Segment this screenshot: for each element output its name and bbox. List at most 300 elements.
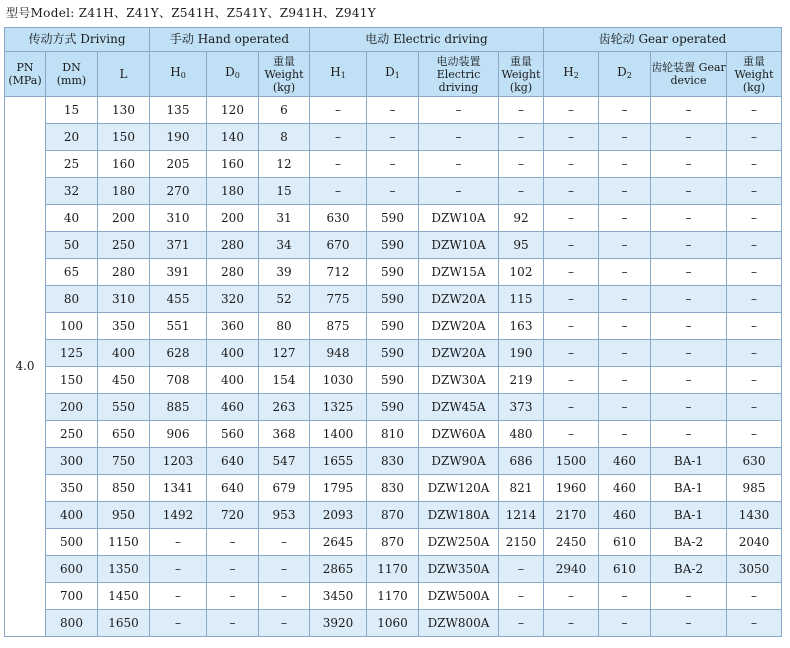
- table-cell: 1795: [310, 475, 367, 502]
- table-cell: 25: [46, 151, 98, 178]
- table-cell: 6: [259, 97, 310, 124]
- table-cell: –: [544, 340, 599, 367]
- table-cell: 708: [150, 367, 207, 394]
- table-cell: 320: [207, 286, 259, 313]
- table-cell: 590: [367, 313, 419, 340]
- table-cell: –: [599, 583, 651, 610]
- table-cell: –: [499, 151, 544, 178]
- table-cell: –: [259, 583, 310, 610]
- col-d1: [367, 52, 419, 97]
- table-cell: 39: [259, 259, 310, 286]
- table-cell: –: [310, 124, 367, 151]
- table-cell: 800: [46, 610, 98, 637]
- table-cell: 686: [499, 448, 544, 475]
- table-cell: –: [599, 394, 651, 421]
- table-cell: –: [367, 124, 419, 151]
- table-cell: 102: [499, 259, 544, 286]
- table-cell: 775: [310, 286, 367, 313]
- table-cell: –: [544, 286, 599, 313]
- table-cell: 400: [98, 340, 150, 367]
- table-cell: 3050: [727, 556, 782, 583]
- table-cell: 948: [310, 340, 367, 367]
- table-cell: 875: [310, 313, 367, 340]
- table-cell: 630: [727, 448, 782, 475]
- col-l: L: [98, 52, 150, 97]
- table-cell: DZW10A: [419, 232, 499, 259]
- table-cell: 20: [46, 124, 98, 151]
- table-cell: –: [727, 259, 782, 286]
- table-cell: 500: [46, 529, 98, 556]
- table-cell: –: [310, 178, 367, 205]
- col-h0-sub: 0: [180, 71, 186, 80]
- table-cell: DZW350A: [419, 556, 499, 583]
- col-h2-sub: 2: [573, 71, 579, 80]
- table-cell: 630: [310, 205, 367, 232]
- table-cell: –: [544, 421, 599, 448]
- table-cell: 550: [98, 394, 150, 421]
- table-row: [5, 394, 782, 421]
- table-cell: –: [544, 394, 599, 421]
- table-cell: 135: [150, 97, 207, 124]
- table-cell: –: [310, 151, 367, 178]
- table-cell: 1030: [310, 367, 367, 394]
- table-cell: –: [544, 97, 599, 124]
- table-cell: –: [727, 97, 782, 124]
- table-cell: 460: [207, 394, 259, 421]
- table-cell: 32: [46, 178, 98, 205]
- table-cell: DZW60A: [419, 421, 499, 448]
- table-cell: 163: [499, 313, 544, 340]
- table-cell: 590: [367, 205, 419, 232]
- table-cell: 700: [46, 583, 98, 610]
- table-cell: –: [599, 232, 651, 259]
- table-cell: DZW15A: [419, 259, 499, 286]
- table-cell: 300: [46, 448, 98, 475]
- table-cell: 712: [310, 259, 367, 286]
- table-cell: –: [499, 583, 544, 610]
- table-cell: 1450: [98, 583, 150, 610]
- col-gear-device: 齿轮装置 Gear device: [651, 52, 727, 97]
- table-row: [5, 610, 782, 637]
- table-cell: –: [651, 394, 727, 421]
- table-cell: –: [310, 97, 367, 124]
- table-cell: –: [599, 178, 651, 205]
- table-cell: 1650: [98, 610, 150, 637]
- table-cell: 750: [98, 448, 150, 475]
- table-cell: 953: [259, 502, 310, 529]
- table-cell: 115: [499, 286, 544, 313]
- group-electric-driving: 电动 Electric driving: [310, 28, 544, 52]
- table-cell: 373: [499, 394, 544, 421]
- table-cell: –: [651, 610, 727, 637]
- table-cell: –: [727, 286, 782, 313]
- col-d0-letter: D: [225, 65, 235, 79]
- table-cell: 205: [150, 151, 207, 178]
- table-cell: –: [207, 583, 259, 610]
- table-cell: 391: [150, 259, 207, 286]
- table-cell: 610: [599, 529, 651, 556]
- table-cell: DZW800A: [419, 610, 499, 637]
- col-d0-sub: 0: [234, 71, 240, 80]
- table-cell: DZW10A: [419, 205, 499, 232]
- table-cell: 590: [367, 340, 419, 367]
- table-cell: 830: [367, 448, 419, 475]
- table-cell: 3450: [310, 583, 367, 610]
- table-cell: 450: [98, 367, 150, 394]
- table-cell: –: [599, 610, 651, 637]
- table-cell: 1325: [310, 394, 367, 421]
- table-cell: –: [727, 367, 782, 394]
- table-cell: –: [727, 340, 782, 367]
- table-cell: –: [544, 313, 599, 340]
- col-d2-letter: D: [617, 65, 627, 79]
- table-row: [5, 232, 782, 259]
- table-cell: 1203: [150, 448, 207, 475]
- col-d1-sub: 1: [394, 71, 400, 80]
- table-cell: –: [207, 610, 259, 637]
- col-weight-electric: 重量 Weight (kg): [499, 52, 544, 97]
- table-cell: –: [599, 340, 651, 367]
- table-row: [5, 286, 782, 313]
- col-pn: PN (MPa): [5, 52, 46, 97]
- table-cell: 310: [150, 205, 207, 232]
- table-cell: –: [651, 367, 727, 394]
- table-cell: 371: [150, 232, 207, 259]
- table-cell: DZW20A: [419, 313, 499, 340]
- table-cell: 870: [367, 529, 419, 556]
- col-h1: [310, 52, 367, 97]
- table-cell: 80: [259, 313, 310, 340]
- table-cell: 219: [499, 367, 544, 394]
- col-weight-hand: 重量 Weight (kg): [259, 52, 310, 97]
- table-cell: 590: [367, 367, 419, 394]
- table-cell: 150: [98, 124, 150, 151]
- col-h2: [544, 52, 599, 97]
- table-cell: 250: [98, 232, 150, 259]
- table-cell: 200: [46, 394, 98, 421]
- table-cell: 150: [46, 367, 98, 394]
- table-cell: –: [727, 151, 782, 178]
- table-cell: –: [499, 124, 544, 151]
- col-d1-letter: D: [385, 65, 395, 79]
- table-cell: –: [499, 610, 544, 637]
- table-cell: –: [544, 583, 599, 610]
- table-cell: 870: [367, 502, 419, 529]
- table-cell: 140: [207, 124, 259, 151]
- table-cell: 263: [259, 394, 310, 421]
- table-cell: 640: [207, 475, 259, 502]
- table-row: [5, 178, 782, 205]
- table-cell: 2170: [544, 502, 599, 529]
- group-gear-operated: 齿轮动 Gear operated: [544, 28, 782, 52]
- table-cell: 52: [259, 286, 310, 313]
- group-hand-operated: 手动 Hand operated: [150, 28, 310, 52]
- table-cell: –: [599, 205, 651, 232]
- table-cell: DZW30A: [419, 367, 499, 394]
- table-cell: 1492: [150, 502, 207, 529]
- table-cell: –: [727, 232, 782, 259]
- table-cell: –: [419, 97, 499, 124]
- table-cell: 180: [98, 178, 150, 205]
- table-cell: –: [727, 610, 782, 637]
- table-row: [5, 367, 782, 394]
- table-cell: 200: [207, 205, 259, 232]
- pn-value-cell: 4.0: [5, 97, 46, 637]
- table-cell: 3920: [310, 610, 367, 637]
- table-row: [5, 583, 782, 610]
- table-cell: 8: [259, 124, 310, 151]
- table-cell: BA-1: [651, 475, 727, 502]
- table-cell: –: [727, 178, 782, 205]
- col-h1-letter: H: [330, 65, 341, 79]
- col-d2-sub: 2: [626, 71, 632, 80]
- table-cell: 95: [499, 232, 544, 259]
- table-cell: –: [599, 259, 651, 286]
- table-cell: DZW90A: [419, 448, 499, 475]
- table-cell: 190: [150, 124, 207, 151]
- table-cell: –: [544, 367, 599, 394]
- table-cell: 2150: [499, 529, 544, 556]
- table-cell: –: [651, 583, 727, 610]
- table-cell: –: [599, 367, 651, 394]
- table-row: [5, 556, 782, 583]
- table-cell: 1960: [544, 475, 599, 502]
- table-cell: DZW180A: [419, 502, 499, 529]
- col-h0-letter: H: [170, 65, 181, 79]
- table-row: [5, 448, 782, 475]
- table-cell: 12: [259, 151, 310, 178]
- table-cell: 590: [367, 286, 419, 313]
- table-cell: 160: [207, 151, 259, 178]
- table-cell: –: [651, 421, 727, 448]
- table-row: [5, 313, 782, 340]
- table-cell: –: [419, 124, 499, 151]
- table-cell: –: [651, 286, 727, 313]
- table-cell: 34: [259, 232, 310, 259]
- table-cell: 15: [46, 97, 98, 124]
- table-cell: 154: [259, 367, 310, 394]
- table-cell: –: [544, 259, 599, 286]
- table-row: [5, 124, 782, 151]
- table-cell: –: [419, 178, 499, 205]
- table-cell: –: [259, 556, 310, 583]
- table-cell: –: [499, 97, 544, 124]
- table-cell: 125: [46, 340, 98, 367]
- table-cell: –: [599, 124, 651, 151]
- table-cell: 1430: [727, 502, 782, 529]
- table-cell: 360: [207, 313, 259, 340]
- table-cell: –: [651, 232, 727, 259]
- table-cell: 15: [259, 178, 310, 205]
- table-cell: 1400: [310, 421, 367, 448]
- model-line: 型号Model: Z41H、Z41Y、Z541H、Z541Y、Z941H、Z941Y: [6, 6, 376, 20]
- table-cell: –: [207, 556, 259, 583]
- table-cell: –: [651, 205, 727, 232]
- table-cell: –: [599, 151, 651, 178]
- table-cell: –: [150, 583, 207, 610]
- col-d0: [207, 52, 259, 97]
- table-cell: 50: [46, 232, 98, 259]
- col-h0: [150, 52, 207, 97]
- table-cell: –: [727, 205, 782, 232]
- table-cell: 190: [499, 340, 544, 367]
- table-cell: 480: [499, 421, 544, 448]
- col-dn: DN (mm): [46, 52, 98, 97]
- table-cell: –: [651, 259, 727, 286]
- table-cell: 650: [98, 421, 150, 448]
- table-cell: 460: [599, 475, 651, 502]
- table-cell: –: [150, 529, 207, 556]
- table-cell: –: [207, 529, 259, 556]
- table-cell: –: [651, 97, 727, 124]
- table-cell: 2645: [310, 529, 367, 556]
- table-cell: –: [367, 151, 419, 178]
- table-cell: –: [259, 610, 310, 637]
- table-cell: BA-1: [651, 448, 727, 475]
- table-cell: 640: [207, 448, 259, 475]
- table-cell: BA-2: [651, 529, 727, 556]
- table-cell: 1060: [367, 610, 419, 637]
- table-cell: 200: [98, 205, 150, 232]
- table-cell: 551: [150, 313, 207, 340]
- table-cell: –: [150, 556, 207, 583]
- table-cell: 280: [207, 259, 259, 286]
- table-cell: –: [419, 151, 499, 178]
- table-cell: 280: [98, 259, 150, 286]
- table-cell: 560: [207, 421, 259, 448]
- table-cell: –: [651, 340, 727, 367]
- table-cell: 1655: [310, 448, 367, 475]
- table-cell: 180: [207, 178, 259, 205]
- table-cell: 670: [310, 232, 367, 259]
- table-cell: 1341: [150, 475, 207, 502]
- table-cell: 600: [46, 556, 98, 583]
- table-cell: 400: [207, 367, 259, 394]
- table-cell: –: [727, 583, 782, 610]
- table-cell: –: [544, 151, 599, 178]
- table-cell: 40: [46, 205, 98, 232]
- table-cell: 830: [367, 475, 419, 502]
- table-cell: DZW45A: [419, 394, 499, 421]
- table-cell: 720: [207, 502, 259, 529]
- table-cell: –: [599, 97, 651, 124]
- col-weight-gear: 重量 Weight (kg): [727, 52, 782, 97]
- col-electric-device: 电动装置 Electric driving: [419, 52, 499, 97]
- table-cell: 368: [259, 421, 310, 448]
- table-cell: –: [499, 178, 544, 205]
- specification-table: [4, 27, 782, 637]
- table-row: [5, 151, 782, 178]
- table-cell: DZW20A: [419, 286, 499, 313]
- table-cell: 120: [207, 97, 259, 124]
- col-d2: [599, 52, 651, 97]
- table-cell: 1170: [367, 556, 419, 583]
- table-cell: BA-2: [651, 556, 727, 583]
- table-row: [5, 259, 782, 286]
- table-cell: 590: [367, 232, 419, 259]
- table-cell: 590: [367, 394, 419, 421]
- table-cell: –: [544, 232, 599, 259]
- table-cell: –: [651, 124, 727, 151]
- table-cell: 400: [46, 502, 98, 529]
- table-cell: –: [599, 286, 651, 313]
- table-cell: 310: [98, 286, 150, 313]
- table-cell: 2093: [310, 502, 367, 529]
- table-cell: –: [367, 178, 419, 205]
- table-cell: 80: [46, 286, 98, 313]
- table-cell: 350: [98, 313, 150, 340]
- table-cell: –: [727, 313, 782, 340]
- table-cell: 810: [367, 421, 419, 448]
- table-cell: –: [367, 97, 419, 124]
- table-cell: –: [727, 394, 782, 421]
- table-cell: –: [727, 421, 782, 448]
- table-cell: 460: [599, 502, 651, 529]
- table-cell: –: [544, 178, 599, 205]
- table-cell: BA-1: [651, 502, 727, 529]
- table-cell: –: [651, 178, 727, 205]
- table-cell: 2865: [310, 556, 367, 583]
- col-h1-sub: 1: [340, 71, 346, 80]
- table-row: [5, 97, 782, 124]
- table-cell: 628: [150, 340, 207, 367]
- table-cell: 950: [98, 502, 150, 529]
- group-driving: 传动方式 Driving: [5, 28, 150, 52]
- table-cell: –: [544, 610, 599, 637]
- table-cell: 250: [46, 421, 98, 448]
- table-cell: 460: [599, 448, 651, 475]
- specification-table-wrapper: [4, 27, 782, 637]
- table-cell: 547: [259, 448, 310, 475]
- table-cell: 130: [98, 97, 150, 124]
- table-cell: –: [651, 151, 727, 178]
- table-cell: 850: [98, 475, 150, 502]
- col-h2-letter: H: [563, 65, 574, 79]
- table-cell: 400: [207, 340, 259, 367]
- table-cell: –: [259, 529, 310, 556]
- table-cell: –: [499, 556, 544, 583]
- table-row: [5, 205, 782, 232]
- table-cell: DZW250A: [419, 529, 499, 556]
- table-cell: 100: [46, 313, 98, 340]
- table-cell: 65: [46, 259, 98, 286]
- table-cell: DZW120A: [419, 475, 499, 502]
- table-cell: 679: [259, 475, 310, 502]
- table-row: [5, 502, 782, 529]
- table-cell: 2450: [544, 529, 599, 556]
- table-cell: 1150: [98, 529, 150, 556]
- table-cell: –: [544, 124, 599, 151]
- table-cell: DZW20A: [419, 340, 499, 367]
- table-cell: 2040: [727, 529, 782, 556]
- table-cell: 885: [150, 394, 207, 421]
- table-cell: 92: [499, 205, 544, 232]
- table-cell: 1214: [499, 502, 544, 529]
- table-cell: 1170: [367, 583, 419, 610]
- table-row: [5, 475, 782, 502]
- table-cell: 350: [46, 475, 98, 502]
- table-row: [5, 340, 782, 367]
- table-cell: –: [150, 610, 207, 637]
- table-cell: –: [599, 421, 651, 448]
- table-row: [5, 529, 782, 556]
- table-cell: 280: [207, 232, 259, 259]
- table-cell: 821: [499, 475, 544, 502]
- table-cell: –: [727, 124, 782, 151]
- table-cell: –: [599, 313, 651, 340]
- table-cell: 610: [599, 556, 651, 583]
- table-cell: 1500: [544, 448, 599, 475]
